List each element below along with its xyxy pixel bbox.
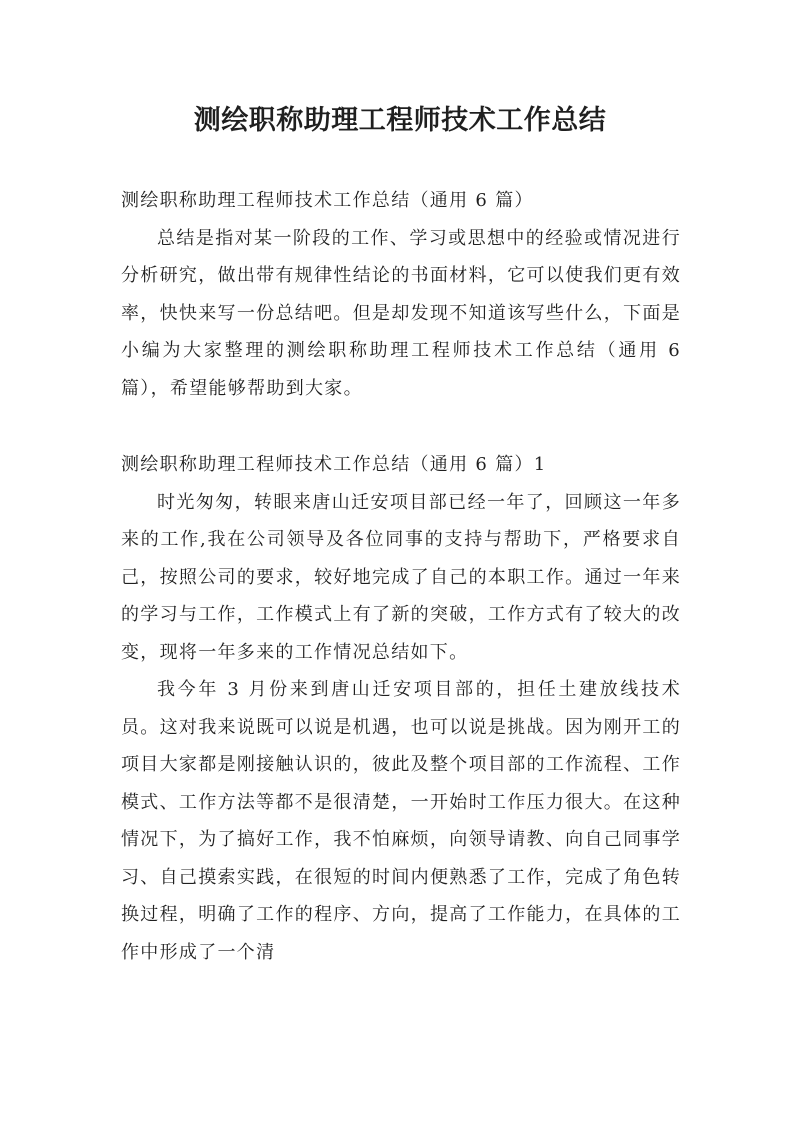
section1-paragraph-2: 我今年 3 月份来到唐山迁安项目部的，担任土建放线技术员。这对我来说既可以说是机遇，也可以说是挑战。因为刚开工的项目大家都是刚接触认识的，彼此及整个项目部的工作流程、工作模式、工作方法等都不是很清楚，一开始时工作压力很大。在这种情况下，为了搞好工作，我不怕麻烦，向领导请教、向自己同事学习、自己摸索实践，在很短的时间内便熟悉了工作，完成了角色转换过程，明确了工作的程序、方向，提高了工作能力，在具体的工作中形成了一个清 (121, 679, 681, 963)
document-title: 测绘职称助理工程师技术工作总结 (193, 105, 607, 136)
document-body (121, 182, 681, 971)
section1-heading: 测绘职称助理工程师技术工作总结（通用 6 篇）1 (121, 454, 547, 475)
intro-paragraph: 总结是指对某一阶段的工作、学习或思想中的经验或情况进行分析研究，做出带有规律性结论的书面材料，它可以使我们更有效率，快快来写一份总结吧。但是却发现不知道该写些什么，下面是小编为大家整理的测绘职称助理工程师技术工作总结（通用 6 篇），希望能够帮助到大家。 (121, 227, 681, 399)
intro-heading: 测绘职称助理工程师技术工作总结（通用 6 篇） (121, 190, 534, 211)
section1-paragraph-1: 时光匆匆，转眼来唐山迁安项目部已经一年了，回顾这一年多来的工作,我在公司领导及各位同事的支持与帮助下，严格要求自己，按照公司的要求，较好地完成了自己的本职工作。通过一年来的学习与工作，工作模式上有了新的突破，工作方式有了较大的改变，现将一年多来的工作情况总结如下。 (121, 491, 681, 663)
section-spacer (121, 407, 681, 446)
